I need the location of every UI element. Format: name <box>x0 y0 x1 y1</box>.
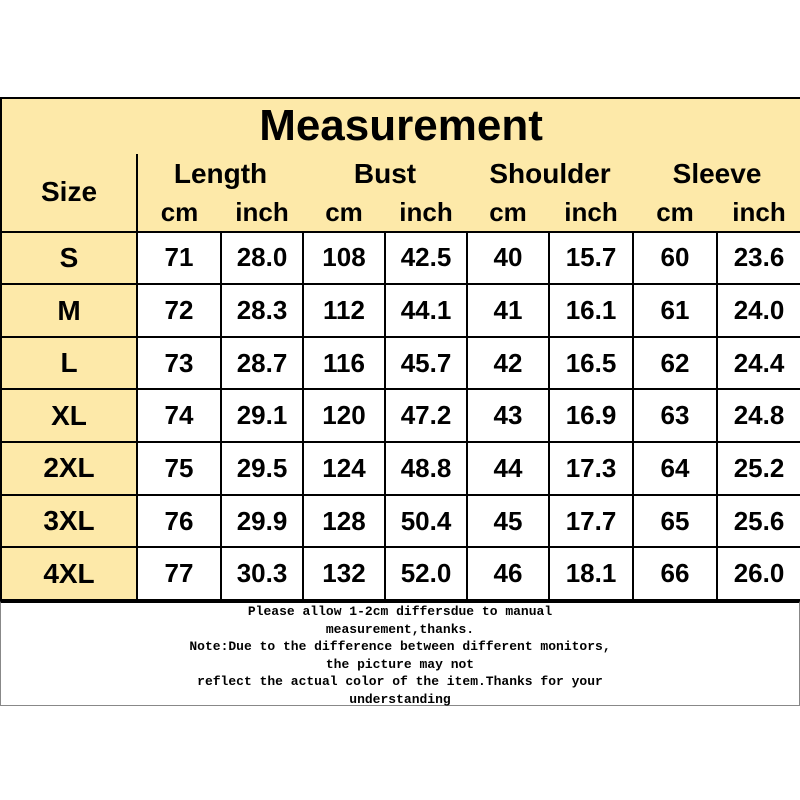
table-row <box>1 389 800 442</box>
group-header-shoulder: Shoulder <box>467 154 633 194</box>
unit-header: cm <box>467 194 549 231</box>
measurement-cell: 42.5 <box>385 232 467 285</box>
note-line: measurement,thanks. <box>325 621 475 637</box>
measurement-cell: 120 <box>303 389 385 442</box>
measurement-cell: 132 <box>303 547 385 600</box>
measurement-cell: 16.5 <box>549 337 633 390</box>
measurement-cell: 26.0 <box>717 547 800 600</box>
measurement-cell: 48.8 <box>385 442 467 495</box>
measurement-cell: 44 <box>467 442 549 495</box>
measurement-cell: 30.3 <box>221 547 303 600</box>
table-title: Measurement <box>1 98 800 154</box>
table-row <box>1 442 800 495</box>
measurement-cell: 124 <box>303 442 385 495</box>
measurement-cell: 23.6 <box>717 232 800 285</box>
measurement-table <box>0 97 800 601</box>
measurement-cell: 116 <box>303 337 385 390</box>
measurement-cell: 64 <box>633 442 717 495</box>
measurement-cell: 47.2 <box>385 389 467 442</box>
measurement-cell: 77 <box>137 547 221 600</box>
measurement-cell: 29.5 <box>221 442 303 495</box>
measurement-cell: 16.1 <box>549 284 633 337</box>
size-label: 3XL <box>1 495 137 548</box>
size-label: XL <box>1 389 137 442</box>
measurement-cell: 16.9 <box>549 389 633 442</box>
measurement-cell: 108 <box>303 232 385 285</box>
size-chart <box>0 97 800 705</box>
measurement-cell: 29.1 <box>221 389 303 442</box>
group-header-sleeve: Sleeve <box>633 154 800 194</box>
measurement-cell: 63 <box>633 389 717 442</box>
measurement-cell: 24.4 <box>717 337 800 390</box>
unit-header: cm <box>137 194 221 231</box>
measurement-cell: 71 <box>137 232 221 285</box>
table-row <box>1 284 800 337</box>
unit-header: inch <box>221 194 303 231</box>
note-line: Please allow 1-2cm differsdue to manual <box>247 604 553 619</box>
size-label: M <box>1 284 137 337</box>
group-header-bust: Bust <box>303 154 467 194</box>
measurement-cell: 17.7 <box>549 495 633 548</box>
note-line: the picture may not <box>325 656 475 672</box>
size-label: S <box>1 232 137 285</box>
size-label: 2XL <box>1 442 137 495</box>
measurement-cell: 44.1 <box>385 284 467 337</box>
table-row <box>1 495 800 548</box>
measurement-cell: 28.0 <box>221 232 303 285</box>
measurement-cell: 73 <box>137 337 221 390</box>
measurement-cell: 75 <box>137 442 221 495</box>
measurement-cell: 25.2 <box>717 442 800 495</box>
measurement-cell: 45 <box>467 495 549 548</box>
measurement-cell: 17.3 <box>549 442 633 495</box>
unit-header: inch <box>385 194 467 231</box>
measurement-cell: 46 <box>467 547 549 600</box>
unit-header: inch <box>717 194 800 231</box>
measurement-cell: 28.7 <box>221 337 303 390</box>
measurement-cell: 24.0 <box>717 284 800 337</box>
measurement-cell: 43 <box>467 389 549 442</box>
measurement-cell: 61 <box>633 284 717 337</box>
measurement-cell: 24.8 <box>717 389 800 442</box>
measurement-cell: 52.0 <box>385 547 467 600</box>
measurement-cell: 66 <box>633 547 717 600</box>
size-label: L <box>1 337 137 390</box>
note-line: understanding <box>349 691 451 707</box>
measurement-cell: 60 <box>633 232 717 285</box>
measurement-cell: 112 <box>303 284 385 337</box>
measurement-cell: 65 <box>633 495 717 548</box>
note-line: reflect the actual color of the item.Thanks for your <box>197 674 603 689</box>
measurement-cell: 40 <box>467 232 549 285</box>
measurement-cell: 41 <box>467 284 549 337</box>
measurement-cell: 28.3 <box>221 284 303 337</box>
measurement-cell: 25.6 <box>717 495 800 548</box>
measurement-cell: 45.7 <box>385 337 467 390</box>
unit-header: inch <box>549 194 633 231</box>
note-line: Note:Due to the difference between different monitors, <box>189 639 611 654</box>
measurement-cell: 72 <box>137 284 221 337</box>
measurement-cell: 18.1 <box>549 547 633 600</box>
measurement-cell: 42 <box>467 337 549 390</box>
measurement-cell: 50.4 <box>385 495 467 548</box>
measurement-cell: 128 <box>303 495 385 548</box>
measurement-cell: 15.7 <box>549 232 633 285</box>
measurement-cell: 62 <box>633 337 717 390</box>
table-row <box>1 232 800 285</box>
table-row <box>1 547 800 600</box>
unit-header: cm <box>303 194 385 231</box>
measurement-cell: 29.9 <box>221 495 303 548</box>
disclaimer-note <box>0 601 800 706</box>
unit-header: cm <box>633 194 717 231</box>
size-label: 4XL <box>1 547 137 600</box>
measurement-cell: 74 <box>137 389 221 442</box>
size-column-header: Size <box>1 154 137 232</box>
group-header-length: Length <box>137 154 303 194</box>
measurement-cell: 76 <box>137 495 221 548</box>
table-row <box>1 337 800 390</box>
